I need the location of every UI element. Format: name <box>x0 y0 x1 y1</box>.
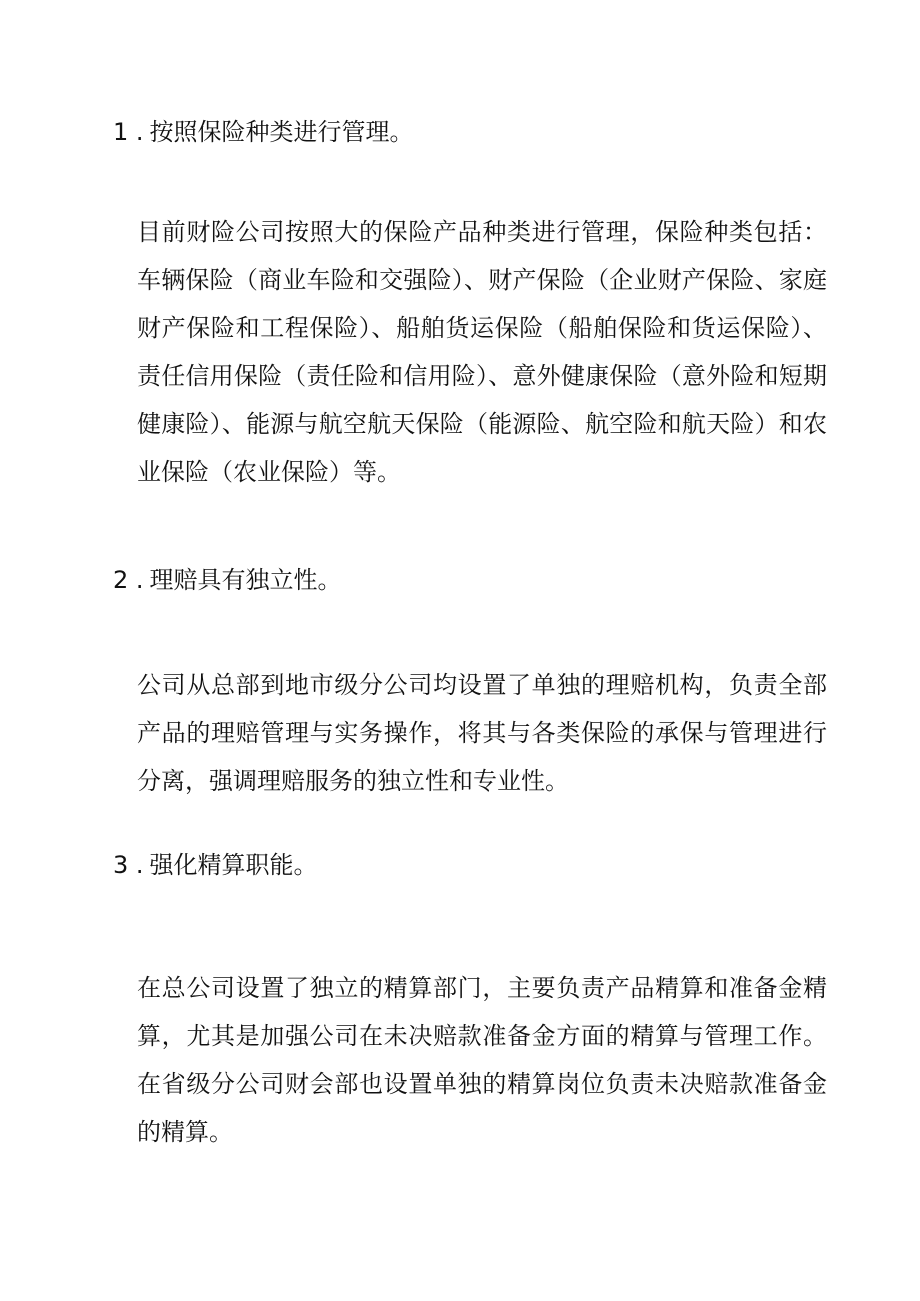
section-title-1: 按照保险种类进行管理。 <box>149 118 414 146</box>
section-number-1: 1 . <box>113 118 144 146</box>
section-body-1: 目前财险公司按照大的保险产品种类进行管理，保险种类包括：车辆保险（商业车险和交强险）、财产保险（企业财产保险、家庭财产保险和工程保险）、船舶货运保险（船舶保险和货运保险）、责任信用保险（责任险和信用险）、意外健康保险（意外险和短期健康险）、能源与航空航天保险（能源险、航空险和航天险）和农业保险（农业保险）等。 <box>137 218 827 486</box>
section-title-2: 理赔具有独立性。 <box>149 566 342 594</box>
section-body-2: 公司从总部到地市级分公司均设置了单独的理赔机构，负责全部产品的理赔管理与实务操作，将其与各类保险的承保与管理进行分离，强调理赔服务的独立性和专业性。 <box>137 671 827 795</box>
section-title-3: 强化精算职能。 <box>149 851 318 879</box>
section-heading-2 <box>113 564 342 596</box>
section-heading-1 <box>113 116 414 148</box>
section-number-3: 3 . <box>113 851 144 879</box>
section-number-2: 2 . <box>113 566 144 594</box>
section-body-3: 在总公司设置了独立的精算部门，主要负责产品精算和准备金精算，尤其是加强公司在未决赔款准备金方面的精算与管理工作。在省级分公司财会部也设置单独的精算岗位负责未决赔款准备金的精算。 <box>137 974 827 1146</box>
section-heading-3 <box>113 849 318 881</box>
